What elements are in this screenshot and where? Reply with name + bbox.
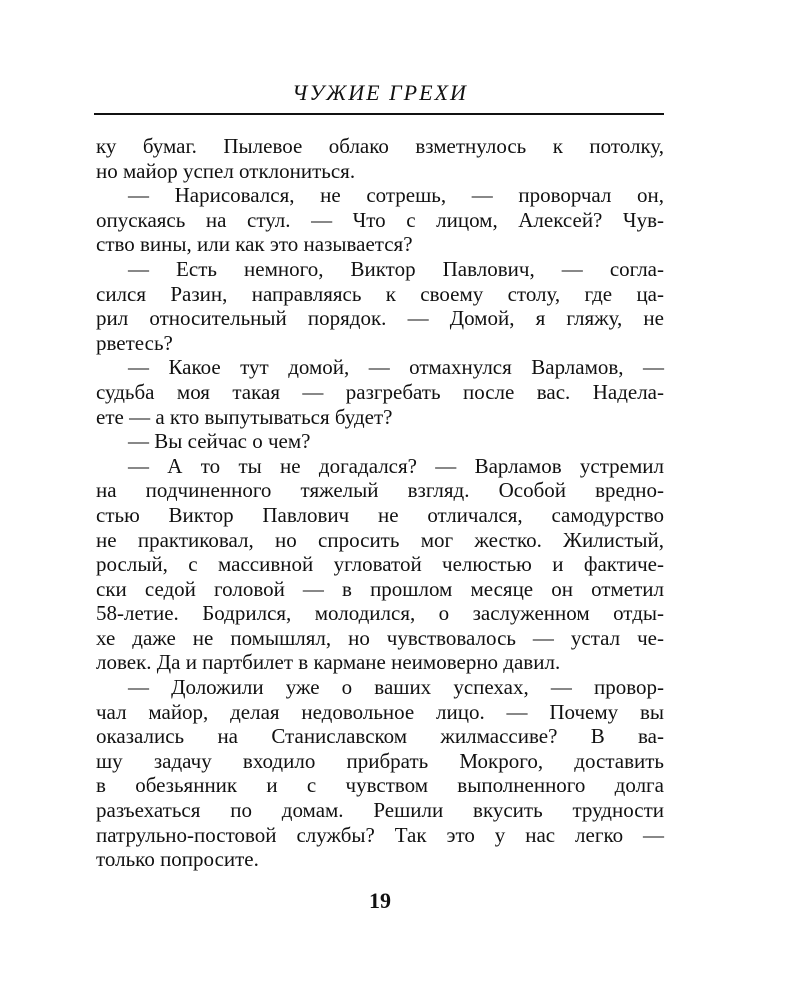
text-line: 58-летие. Бодрился, молодился, о заслуженном отды- xyxy=(96,601,664,626)
text-line: патрульно-постовой службы? Так это у нас легко — xyxy=(96,822,664,847)
text-line: ски седой головой — в прошлом месяце он отметил xyxy=(96,576,664,601)
text-line: — А то ты не догадался? — Варламов устремил xyxy=(128,453,664,478)
text-line: сился Разин, направляясь к своему столу, где ца- xyxy=(96,281,664,306)
text-line: судьба моя такая — разгребать после вас. Надела- xyxy=(96,379,664,404)
text-line: ку бумаг. Пылевое облако взметнулось к потолку, xyxy=(96,134,664,158)
text-line: ете — а кто выпутываться будет? xyxy=(96,404,393,429)
text-line: ловек. Да и партбилет в кармане неимоверно давил. xyxy=(96,650,561,675)
text-line: опускаясь на стул. — Что с лицом, Алексей? Чув- xyxy=(96,207,664,232)
text-line: — Нарисовался, не сотрешь, — проворчал он, xyxy=(128,183,664,208)
text-line: — Вы сейчас о чем? xyxy=(128,429,311,454)
text-line: — Есть немного, Виктор Павлович, — согла- xyxy=(128,256,664,281)
text-line: не практиковал, но спросить мог жестко. Жилистый, xyxy=(96,527,664,552)
body-text xyxy=(96,134,664,872)
text-line: только попросите. xyxy=(96,847,259,872)
header-rule xyxy=(94,113,664,115)
text-line: ство вины, или как это называется? xyxy=(96,232,413,257)
running-head: ЧУЖИЕ ГРЕХИ xyxy=(292,80,468,105)
text-line: — Доложили уже о ваших успехах, — провор- xyxy=(128,675,664,700)
text-line: рил относительный порядок. — Домой, я гляжу, не xyxy=(96,306,664,331)
text-line: на подчиненного тяжелый взгляд. Особой вредно- xyxy=(96,478,664,503)
text-line: хе даже не помышлял, но чувствовалось — устал че- xyxy=(96,625,664,650)
text-line: стью Виктор Павлович не отличался, самодурство xyxy=(96,502,664,527)
page-number: 19 xyxy=(369,888,391,913)
text-line: но майор успел отклониться. xyxy=(96,158,356,183)
text-line: оказались на Станиславском жилмассиве? В ва- xyxy=(96,724,664,749)
text-line: рветесь? xyxy=(96,330,173,355)
text-line: чал майор, делая недовольное лицо. — Почему вы xyxy=(96,699,664,724)
text-line: рослый, с массивной угловатой челюстью и фактиче- xyxy=(96,552,664,577)
text-line: разъехаться по домам. Решили вкусить трудности xyxy=(96,798,664,823)
text-line: — Какое тут домой, — отмахнулся Варламов, — xyxy=(128,355,664,380)
text-line: шу задачу входило прибрать Мокрого, доставить xyxy=(96,748,664,773)
text-line: в обезьянник и с чувством выполненного долга xyxy=(96,773,664,798)
